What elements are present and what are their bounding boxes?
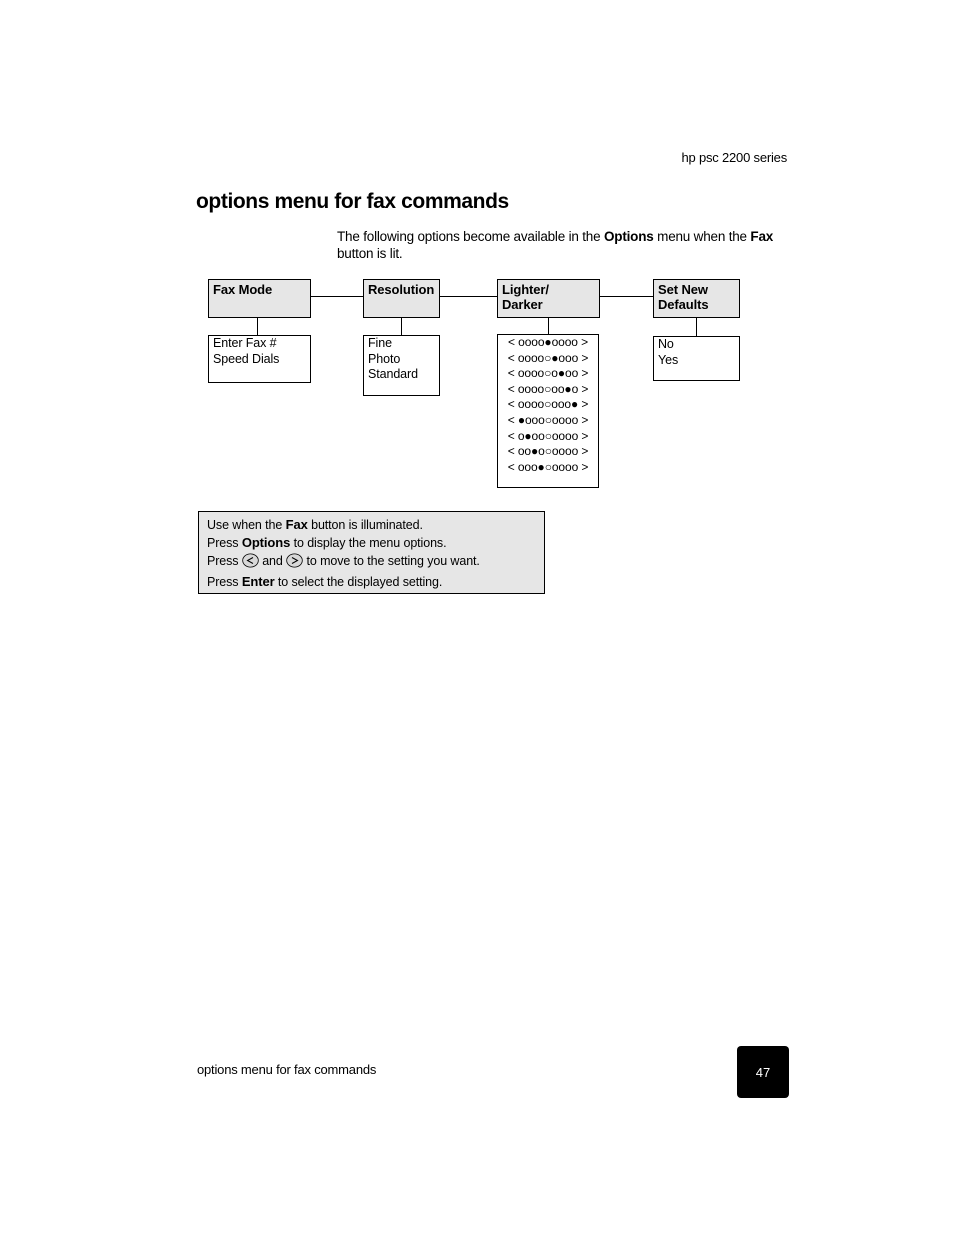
menu-defaults-label: Defaults: [658, 297, 709, 312]
option-standard: Standard: [368, 367, 418, 382]
header-series: hp psc 2200 series: [681, 150, 787, 165]
option-enter-fax: Enter Fax #: [213, 336, 277, 350]
footer-section-title: options menu for fax commands: [197, 1062, 377, 1077]
connector-line: [310, 296, 363, 297]
instruction-line-1: Use when the Fax button is illuminated.: [207, 517, 423, 532]
lighter-darker-options: [497, 334, 599, 488]
resolution-options: [363, 335, 440, 396]
instruction-line-2: Press Options to display the menu options.: [207, 535, 447, 550]
contrast-level-2: < oooo○●ooo >: [507, 350, 589, 365]
menu-lighter-darker: [497, 279, 600, 318]
intro-text-3: button is lit.: [337, 246, 403, 261]
menu-fax-mode: [208, 279, 311, 318]
instruction-line-3: Press and to move to the setting you want.: [207, 552, 536, 573]
contrast-level-5: < oooo○ooo● >: [507, 397, 589, 412]
menu-darker-label: Darker: [502, 297, 543, 312]
fax-mode-options: [208, 335, 311, 383]
option-fine: Fine: [368, 336, 392, 350]
contrast-level-8: < oo●o○oooo >: [507, 444, 589, 459]
contrast-level-6: < ●ooo○oooo >: [507, 412, 589, 427]
contrast-level-9: < ooo●○oooo >: [507, 459, 589, 474]
page-title: options menu for fax commands: [196, 190, 509, 213]
intro-fax-word: Fax: [750, 229, 774, 244]
connector-line: [600, 296, 653, 297]
page-number-badge: [737, 1046, 789, 1098]
contrast-level-1: < oooo●oooo >: [507, 335, 589, 349]
menu-set-new-label: Set New: [658, 282, 708, 297]
connector-line: [440, 296, 497, 297]
intro-text-2: menu when the: [653, 229, 751, 244]
option-yes: Yes: [658, 352, 679, 367]
connector-line: [548, 318, 549, 334]
menu-resolution-label: Resolution: [368, 282, 435, 297]
intro-paragraph: [337, 228, 787, 262]
set-new-defaults-options: [653, 336, 740, 381]
contrast-level-3: < oooo○o●oo >: [507, 366, 589, 381]
left-arrow-button-icon: [242, 553, 259, 573]
instruction-line-4: Press Enter to select the displayed setting.: [207, 574, 443, 589]
contrast-level-4: < oooo○oo●o >: [507, 381, 589, 396]
option-speed-dials: Speed Dials: [213, 351, 280, 366]
intro-options-word: Options: [603, 229, 654, 244]
menu-fax-mode-label: Fax Mode: [213, 282, 273, 297]
page-number: 47: [755, 1064, 771, 1080]
connector-line: [401, 318, 402, 335]
instructions-box: [198, 511, 545, 594]
contrast-level-7: < o●oo○oooo >: [507, 428, 589, 443]
menu-lighter-label: Lighter/: [502, 282, 549, 297]
option-no: No: [658, 337, 674, 351]
option-photo: Photo: [368, 351, 401, 366]
right-arrow-button-icon: [286, 553, 303, 573]
intro-text-1: The following options become available in the: [337, 229, 604, 244]
menu-set-new-defaults: [653, 279, 740, 318]
connector-line: [696, 318, 697, 336]
menu-resolution: [363, 279, 440, 318]
connector-line: [257, 318, 258, 335]
